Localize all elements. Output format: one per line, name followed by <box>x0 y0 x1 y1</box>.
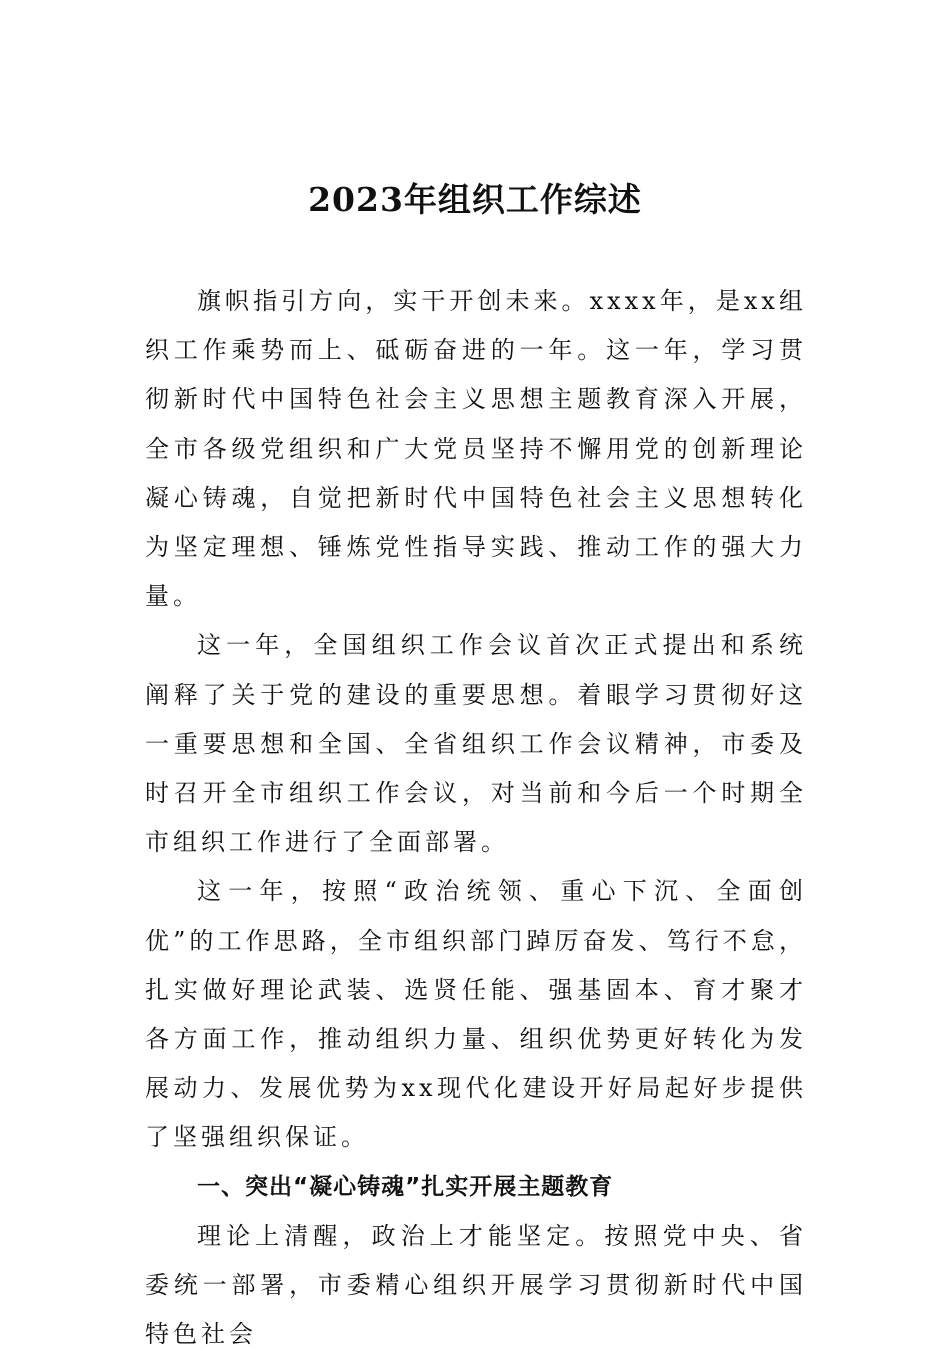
document-body <box>145 277 807 1359</box>
section-heading: 一、突出“凝心铸魂”扎实开展主题教育 <box>197 1173 614 1200</box>
meeting-paragraph: 这一年，全国组织工作会议首次正式提出和系统阐释了关于党的建设的重要思想。着眼学习贯彻好这一重要思想和全国、全省组织工作会议精神，市委及时召开全市组织工作会议，对当前和今后一个时期全市组织工作进行了全面部署。 <box>145 631 807 857</box>
intro-paragraph: 旗帜指引方向，实干开创未来。xxxx年，是xx组织工作乘势而上、砥砺奋进的一年。这一年，学习贯彻新时代中国特色社会主义思想主题教育深入开展，全市各级党组织和广大党员坚持不懈用党的创新理论凝心铸魂，自觉把新时代中国特色社会主义思想转化为坚定理想、锤炼党性指导实践、推动工作的强大力量。 <box>145 287 807 611</box>
document-title: 2023年组织工作综述 <box>308 180 642 219</box>
work-approach-paragraph: 这一年，按照“政治统领、重心下沉、全面创优”的工作思路，全市组织部门踔厉奋发、笃行不怠，扎实做好理论武装、选贤任能、强基固本、育才聚才各方面工作，推动组织力量、组织优势更好转化为发展动力、发展优势为xx现代化建设开好局起好步提供了坚强组织保证。 <box>145 877 807 1152</box>
section-paragraph: 理论上清醒，政治上才能坚定。按照党中央、省委统一部署，市委精心组织开展学习贯彻新时代中国特色社会 <box>145 1221 807 1349</box>
